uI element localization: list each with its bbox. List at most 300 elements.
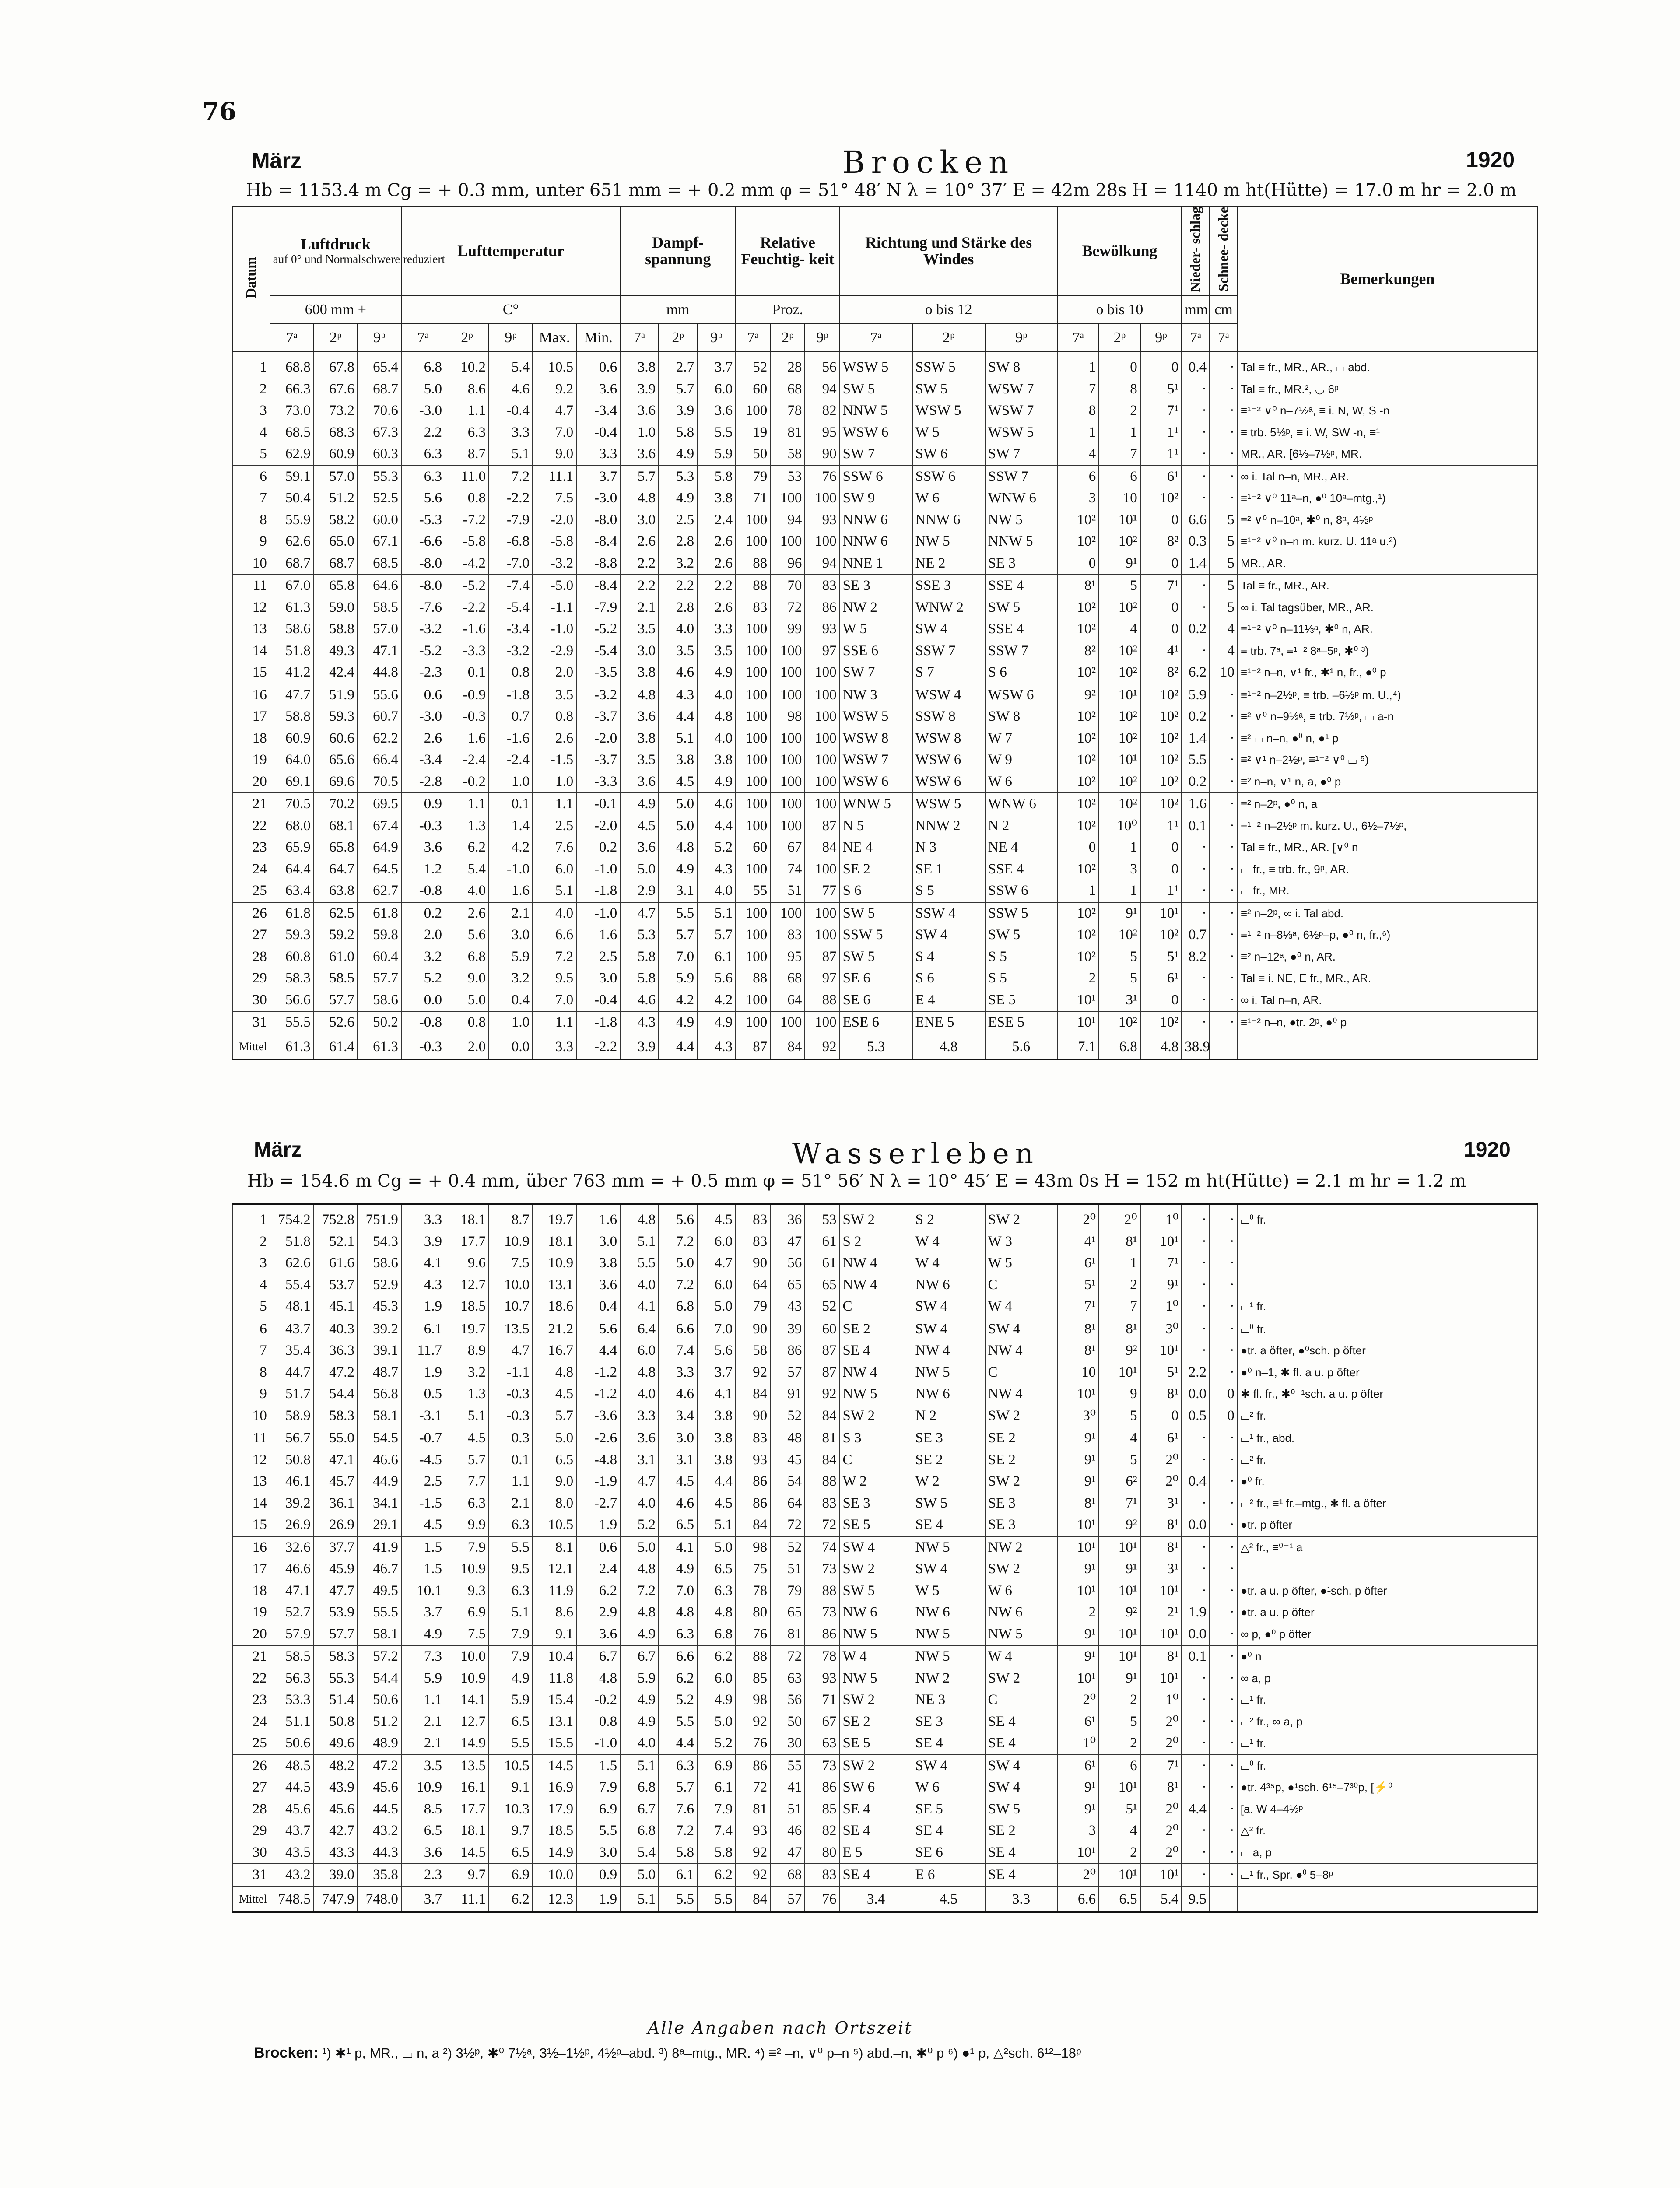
value-cell: -0.2 — [576, 1689, 620, 1711]
value-cell: 85 — [736, 1668, 770, 1690]
value-cell: 6.7 — [576, 1645, 620, 1668]
value-cell: -2.4 — [445, 749, 489, 771]
value-cell: 10² — [1058, 815, 1099, 837]
value-cell: 48.2 — [314, 1755, 358, 1777]
value-cell: 67.6 — [314, 379, 358, 400]
value-cell: S 2 — [839, 1231, 912, 1253]
value-cell: 7 — [1058, 379, 1099, 400]
value-cell: 7.5 — [489, 1252, 533, 1274]
value-cell: 43.3 — [314, 1842, 358, 1864]
value-cell: 39.1 — [358, 1340, 401, 1362]
value-cell: 4.2 — [659, 989, 697, 1012]
value-cell: 10.9 — [401, 1777, 445, 1799]
value-cell: 52 — [770, 1536, 805, 1559]
value-cell: 8.2 — [1182, 946, 1210, 968]
value-cell: 2⁰ — [1058, 1205, 1099, 1231]
value-cell: 4.8 — [620, 1602, 659, 1623]
value-cell: 47 — [770, 1842, 805, 1864]
table-row — [232, 1777, 1537, 1799]
table-row — [232, 1493, 1537, 1515]
value-cell: 6.9 — [445, 1602, 489, 1623]
value-cell: 4.9 — [620, 1711, 659, 1733]
value-cell: · — [1210, 1755, 1238, 1777]
value-cell: 26.9 — [270, 1514, 314, 1536]
value-cell: 4.9 — [620, 1623, 659, 1646]
remark-cell — [1238, 1252, 1537, 1274]
value-cell: -0.8 — [401, 1011, 445, 1034]
value-cell: SE 5 — [839, 1732, 912, 1755]
value-cell: 63.4 — [270, 880, 314, 902]
value-cell: 3.7 — [697, 1362, 736, 1384]
value-cell: 7.7 — [445, 1471, 489, 1493]
value-cell: 55.6 — [358, 684, 401, 706]
value-cell: · — [1210, 924, 1238, 946]
value-cell: 5.7 — [533, 1405, 576, 1427]
value-cell: 2.1 — [489, 902, 533, 925]
value-cell: 4 — [1099, 1427, 1140, 1449]
value-cell: 0.8 — [576, 1711, 620, 1733]
value-cell: 5 — [1210, 553, 1238, 575]
value-cell: 3⁰ — [1058, 1405, 1099, 1427]
table-row — [232, 1383, 1537, 1405]
value-cell: -4.8 — [576, 1449, 620, 1471]
value-cell: 10² — [1058, 902, 1099, 925]
value-cell: 7¹ — [1058, 1296, 1099, 1318]
value-cell: NW 5 — [912, 1362, 985, 1384]
value-cell: -0.3 — [445, 706, 489, 728]
value-cell: 60.9 — [270, 728, 314, 750]
value-cell: -3.3 — [576, 771, 620, 793]
value-cell: 2 — [1058, 1602, 1099, 1623]
value-cell: 10¹ — [1099, 509, 1140, 531]
value-cell: 7.2 — [489, 466, 533, 488]
value-cell: 5.3 — [620, 924, 659, 946]
value-cell: NE 3 — [912, 1689, 985, 1711]
value-cell: 5.7 — [659, 1777, 697, 1799]
value-cell: SW 5 — [840, 379, 912, 400]
value-cell: 4.3 — [620, 1011, 659, 1034]
value-cell: WSW 6 — [840, 771, 912, 793]
value-cell: 5¹ — [1099, 1799, 1140, 1820]
value-cell: -1.5 — [533, 749, 576, 771]
value-cell: 10² — [1099, 640, 1140, 662]
value-cell: SW 2 — [985, 1205, 1058, 1231]
value-cell: 79 — [736, 466, 770, 488]
value-cell: 86 — [736, 1493, 770, 1515]
value-cell: 6.3 — [489, 1580, 533, 1602]
value-cell: 39 — [770, 1318, 805, 1340]
table-row — [232, 749, 1537, 771]
value-cell: 56.6 — [270, 989, 314, 1012]
day-cell: 4 — [232, 1274, 270, 1296]
remark-cell — [1238, 1231, 1537, 1253]
value-cell: SW 2 — [985, 1405, 1058, 1427]
value-cell: 62.7 — [358, 880, 401, 902]
value-cell: 6 — [1099, 1755, 1140, 1777]
table-row — [232, 640, 1537, 662]
header-precip-label: Nieder- schlag — [1187, 207, 1203, 292]
value-cell: 3 — [1099, 859, 1140, 880]
value-cell: · — [1210, 989, 1238, 1012]
day-cell: 6 — [232, 466, 270, 488]
value-cell: 751.9 — [358, 1205, 401, 1231]
value-cell: 5 — [1210, 597, 1238, 619]
value-cell: 67.1 — [358, 531, 401, 553]
value-cell: 1 — [1058, 352, 1099, 379]
value-cell: SE 2 — [985, 1449, 1058, 1471]
value-cell: -1.6 — [445, 618, 489, 640]
value-cell: -2.2 — [489, 487, 533, 509]
value-cell: · — [1210, 1602, 1238, 1623]
value-cell: 6.8 — [697, 1623, 736, 1646]
value-cell: SW 7 — [985, 443, 1058, 466]
value-cell: 36.3 — [314, 1340, 358, 1362]
value-cell: 100 — [770, 487, 805, 509]
value-cell: · — [1210, 1777, 1238, 1799]
value-cell: 14.9 — [445, 1732, 489, 1755]
value-cell: 4.5 — [697, 1493, 736, 1515]
value-cell: W 4 — [985, 1645, 1058, 1668]
value-cell: 2 — [1058, 968, 1099, 989]
remark-cell: ≡¹⁻² ∨⁰ n–n m. kurz. U. 11ᵃ u.²) — [1238, 531, 1537, 553]
value-cell: 93 — [805, 1668, 839, 1690]
remark-cell: ∞ i. Tal tagsüber, MR., AR. — [1238, 597, 1537, 619]
value-cell: 5.0 — [445, 989, 489, 1012]
mean-cell: 3.7 — [401, 1886, 445, 1912]
value-cell: 9¹ — [1058, 1427, 1099, 1449]
value-cell: 8¹ — [1099, 1318, 1140, 1340]
value-cell: SW 5 — [839, 1580, 912, 1602]
value-cell: · — [1210, 1580, 1238, 1602]
value-cell: 7¹ — [1140, 1755, 1182, 1777]
value-cell: 10¹ — [1099, 749, 1140, 771]
value-cell: 46.6 — [358, 1449, 401, 1471]
value-cell: 3.2 — [659, 553, 697, 575]
value-cell: 58.6 — [270, 618, 314, 640]
value-cell: 65 — [805, 1274, 839, 1296]
value-cell: -5.2 — [576, 618, 620, 640]
value-cell: -2.9 — [533, 640, 576, 662]
value-cell: 55.9 — [270, 509, 314, 531]
value-cell: 58.5 — [314, 968, 358, 989]
value-cell: 4.8 — [620, 1362, 659, 1384]
remark-cell: ⌴ a, p — [1238, 1842, 1537, 1864]
value-cell: 2.6 — [697, 531, 736, 553]
value-cell: 57.0 — [358, 618, 401, 640]
value-cell: · — [1210, 1449, 1238, 1471]
wasserleben-table-wrap — [232, 1203, 1538, 1913]
obs-hour: 9ᵖ — [358, 324, 401, 352]
value-cell: 1.5 — [401, 1558, 445, 1580]
value-cell: SE 6 — [840, 989, 912, 1012]
value-cell: · — [1210, 1623, 1238, 1646]
value-cell: -7.4 — [489, 575, 533, 597]
value-cell: 10¹ — [1058, 1383, 1099, 1405]
value-cell: 1.1 — [489, 1471, 533, 1493]
value-cell: 93 — [736, 1820, 770, 1842]
value-cell: 52 — [805, 1296, 839, 1318]
value-cell: 5.5 — [659, 902, 697, 925]
value-cell: ESE 6 — [840, 1011, 912, 1034]
value-cell: -3.2 — [533, 553, 576, 575]
value-cell: 2.8 — [659, 597, 697, 619]
table-row — [232, 880, 1537, 902]
value-cell: 88 — [805, 1580, 839, 1602]
obs-hour: 7ᵃ — [736, 324, 770, 352]
value-cell: -5.4 — [576, 640, 620, 662]
remark-cell: ⌴² fr., ≡¹ fr.–mtg., ✱ fl. a öfter — [1238, 1493, 1537, 1515]
value-cell: 52 — [736, 352, 770, 379]
value-cell: W 5 — [985, 1252, 1058, 1274]
value-cell: 1⁰ — [1140, 1296, 1182, 1318]
value-cell: 4.4 — [576, 1340, 620, 1362]
value-cell: 5.9 — [659, 968, 697, 989]
remark-cell: ∞ a, p — [1238, 1668, 1537, 1690]
value-cell: W 3 — [985, 1231, 1058, 1253]
value-cell: 4.9 — [697, 1689, 736, 1711]
mean-cell: 84 — [770, 1034, 805, 1060]
value-cell: 0.5 — [401, 1383, 445, 1405]
value-cell: · — [1182, 443, 1210, 466]
value-cell: 64.4 — [270, 859, 314, 880]
remark-cell: ●⁰ n–1, ✱ fl. a u. p öfter — [1238, 1362, 1537, 1384]
value-cell: 2.5 — [533, 815, 576, 837]
value-cell: 5.4 — [445, 859, 489, 880]
mean-cell: 11.1 — [445, 1886, 489, 1912]
value-cell: 3.5 — [659, 640, 697, 662]
value-cell: 70.5 — [270, 793, 314, 815]
value-cell: 3.6 — [401, 837, 445, 859]
value-cell: · — [1182, 1558, 1210, 1580]
table-row — [232, 1732, 1537, 1755]
remark-cell: ⌴² fr. — [1238, 1405, 1537, 1427]
remark-cell: ⌴¹ fr. — [1238, 1689, 1537, 1711]
value-cell: 5.7 — [659, 379, 697, 400]
value-cell: 9.0 — [533, 1471, 576, 1493]
value-cell: 50.6 — [270, 1732, 314, 1755]
value-cell: -3.4 — [489, 618, 533, 640]
value-cell: 2⁰ — [1099, 1205, 1140, 1231]
value-cell: · — [1210, 771, 1238, 793]
mean-cell: 6.6 — [1058, 1886, 1099, 1912]
value-cell: 1 — [1058, 880, 1099, 902]
value-cell: · — [1210, 1318, 1238, 1340]
wasserleben-constants: Hb = 154.6 m Cg = + 0.4 mm, über 763 mm = + 0.5 mm φ = 51° 56′ N λ = 10° 45′ E = 43m 0s H = 152 m ht(Hütte) = 2.1 m hr = 1.2 m — [247, 1171, 1466, 1191]
value-cell: 1.1 — [533, 793, 576, 815]
value-cell: W 5 — [840, 618, 912, 640]
value-cell: 11.0 — [445, 466, 489, 488]
table-row — [232, 509, 1537, 531]
value-cell: 10.0 — [445, 1645, 489, 1668]
value-cell: · — [1182, 575, 1210, 597]
value-cell: -1.9 — [576, 1471, 620, 1493]
value-cell: 4.9 — [401, 1623, 445, 1646]
value-cell: SW 5 — [840, 946, 912, 968]
value-cell: 5.5 — [576, 1820, 620, 1842]
value-cell: SE 4 — [839, 1864, 912, 1886]
value-cell: 5.1 — [697, 1514, 736, 1536]
value-cell: 6 — [1099, 466, 1140, 488]
value-cell: 96 — [770, 553, 805, 575]
header-pressure-title: Luftdruck — [300, 235, 371, 253]
value-cell: 10² — [1140, 771, 1182, 793]
value-cell: 6.8 — [445, 946, 489, 968]
value-cell: 6.1 — [659, 1864, 697, 1886]
value-cell: · — [1182, 1864, 1210, 1886]
value-cell: SW 2 — [839, 1689, 912, 1711]
value-cell: 98 — [770, 706, 805, 728]
mean-cell: 4.8 — [912, 1034, 985, 1060]
day-cell: 8 — [232, 509, 270, 531]
value-cell: 5.1 — [697, 902, 736, 925]
value-cell: · — [1182, 1711, 1210, 1733]
value-cell: 1¹ — [1140, 422, 1182, 444]
value-cell: 68.5 — [270, 422, 314, 444]
value-cell: E 4 — [912, 989, 985, 1012]
value-cell: · — [1210, 1427, 1238, 1449]
value-cell: SW 5 — [912, 379, 985, 400]
value-cell: 0 — [1140, 553, 1182, 575]
value-cell: 3.3 — [697, 618, 736, 640]
value-cell: 1.1 — [401, 1689, 445, 1711]
value-cell: -8.0 — [576, 509, 620, 531]
value-cell: 100 — [736, 640, 770, 662]
value-cell: 0.8 — [489, 662, 533, 684]
value-cell: SW 4 — [912, 1755, 985, 1777]
value-cell: 10² — [1140, 487, 1182, 509]
value-cell: 6.3 — [659, 1623, 697, 1646]
value-cell: S 6 — [985, 662, 1058, 684]
value-cell: 83 — [736, 1427, 770, 1449]
remark-cell: ⌴⁰ fr. — [1238, 1318, 1537, 1340]
value-cell: 18.5 — [445, 1296, 489, 1318]
value-cell: 47.2 — [358, 1755, 401, 1777]
value-cell: · — [1210, 1296, 1238, 1318]
value-cell: 5 — [1099, 1405, 1140, 1427]
value-cell: 10² — [1099, 662, 1140, 684]
obs-hour: 9ᵖ — [1140, 324, 1182, 352]
value-cell: C — [985, 1362, 1058, 1384]
value-cell: -1.0 — [489, 859, 533, 880]
remark-cell: ⌴ fr., ≡ trb. fr., 9ᵖ, AR. — [1238, 859, 1537, 880]
value-cell: 86 — [736, 1471, 770, 1493]
value-cell: 9¹ — [1099, 1668, 1140, 1690]
value-cell: -0.9 — [445, 684, 489, 706]
value-cell: 46.6 — [270, 1558, 314, 1580]
day-cell: 31 — [232, 1864, 270, 1886]
value-cell: 5 — [1099, 575, 1140, 597]
value-cell: 4.9 — [697, 662, 736, 684]
value-cell: -5.2 — [445, 575, 489, 597]
value-cell: WSW 7 — [985, 400, 1058, 422]
value-cell: 41 — [770, 1777, 805, 1799]
value-cell: 62.9 — [270, 443, 314, 466]
value-cell: 57.2 — [358, 1645, 401, 1668]
value-cell: -3.4 — [401, 749, 445, 771]
value-cell: 4.8 — [697, 1602, 736, 1623]
value-cell: 52.9 — [358, 1274, 401, 1296]
value-cell: NW 5 — [912, 1536, 985, 1559]
value-cell: · — [1182, 640, 1210, 662]
value-cell: 10² — [1140, 728, 1182, 750]
value-cell: -2.2 — [445, 597, 489, 619]
value-cell: -2.4 — [489, 749, 533, 771]
value-cell: 9 — [1099, 1383, 1140, 1405]
value-cell: -0.4 — [576, 422, 620, 444]
value-cell: 1⁰ — [1140, 1689, 1182, 1711]
value-cell: 5 — [1210, 509, 1238, 531]
value-cell: 100 — [770, 684, 805, 706]
value-cell: 9.1 — [533, 1623, 576, 1646]
value-cell: 1 — [1099, 837, 1140, 859]
value-cell: 5.5 — [659, 1711, 697, 1733]
value-cell: 83 — [805, 575, 839, 597]
value-cell: 5¹ — [1140, 379, 1182, 400]
value-cell: WNW 6 — [985, 793, 1058, 815]
value-cell: 3.3 — [620, 1405, 659, 1427]
table-row — [232, 859, 1537, 880]
remark-cell — [1238, 1558, 1537, 1580]
value-cell: 4.0 — [697, 684, 736, 706]
value-cell: 10.5 — [533, 1514, 576, 1536]
value-cell: 2⁰ — [1140, 1732, 1182, 1755]
value-cell: · — [1210, 1514, 1238, 1536]
value-cell: 84 — [736, 1514, 770, 1536]
value-cell: 50.4 — [270, 487, 314, 509]
value-cell: · — [1210, 487, 1238, 509]
value-cell: SE 3 — [912, 1711, 985, 1733]
value-cell: 3.6 — [620, 771, 659, 793]
value-cell: 59.3 — [270, 924, 314, 946]
value-cell: 4.9 — [489, 1668, 533, 1690]
value-cell: 17.7 — [445, 1231, 489, 1253]
value-cell: 4.0 — [620, 1732, 659, 1755]
remark-cell: Tal ≡ i. NE, E fr., MR., AR. — [1238, 968, 1537, 989]
value-cell: 9¹ — [1058, 1449, 1099, 1471]
value-cell: SE 4 — [985, 1711, 1058, 1733]
value-cell: 2.0 — [401, 924, 445, 946]
value-cell: SW 5 — [912, 1493, 985, 1515]
value-cell: 5.1 — [620, 1231, 659, 1253]
value-cell: 9.9 — [445, 1514, 489, 1536]
table-row — [232, 575, 1537, 597]
value-cell: 5.4 — [620, 1842, 659, 1864]
value-cell: 5.2 — [620, 1514, 659, 1536]
value-cell: 7.5 — [533, 487, 576, 509]
value-cell: · — [1182, 880, 1210, 902]
table-row — [232, 989, 1537, 1012]
value-cell: 44.5 — [358, 1799, 401, 1820]
value-cell: 60 — [736, 837, 770, 859]
value-cell: -3.3 — [445, 640, 489, 662]
value-cell: · — [1210, 1011, 1238, 1034]
value-cell: -3.2 — [489, 640, 533, 662]
value-cell: SW 4 — [912, 924, 985, 946]
value-cell: · — [1210, 1711, 1238, 1733]
value-cell: 15.5 — [533, 1732, 576, 1755]
value-cell: W 4 — [985, 1296, 1058, 1318]
table-row — [232, 684, 1537, 706]
value-cell: 10² — [1058, 597, 1099, 619]
value-cell: 10¹ — [1140, 1668, 1182, 1690]
value-cell: · — [1182, 989, 1210, 1012]
value-cell: 2⁰ — [1140, 1449, 1182, 1471]
value-cell: 73.2 — [314, 400, 358, 422]
value-cell: NW 4 — [985, 1383, 1058, 1405]
value-cell: 0.1 — [445, 662, 489, 684]
value-cell: 3.5 — [697, 640, 736, 662]
value-cell: 61.6 — [314, 1252, 358, 1274]
